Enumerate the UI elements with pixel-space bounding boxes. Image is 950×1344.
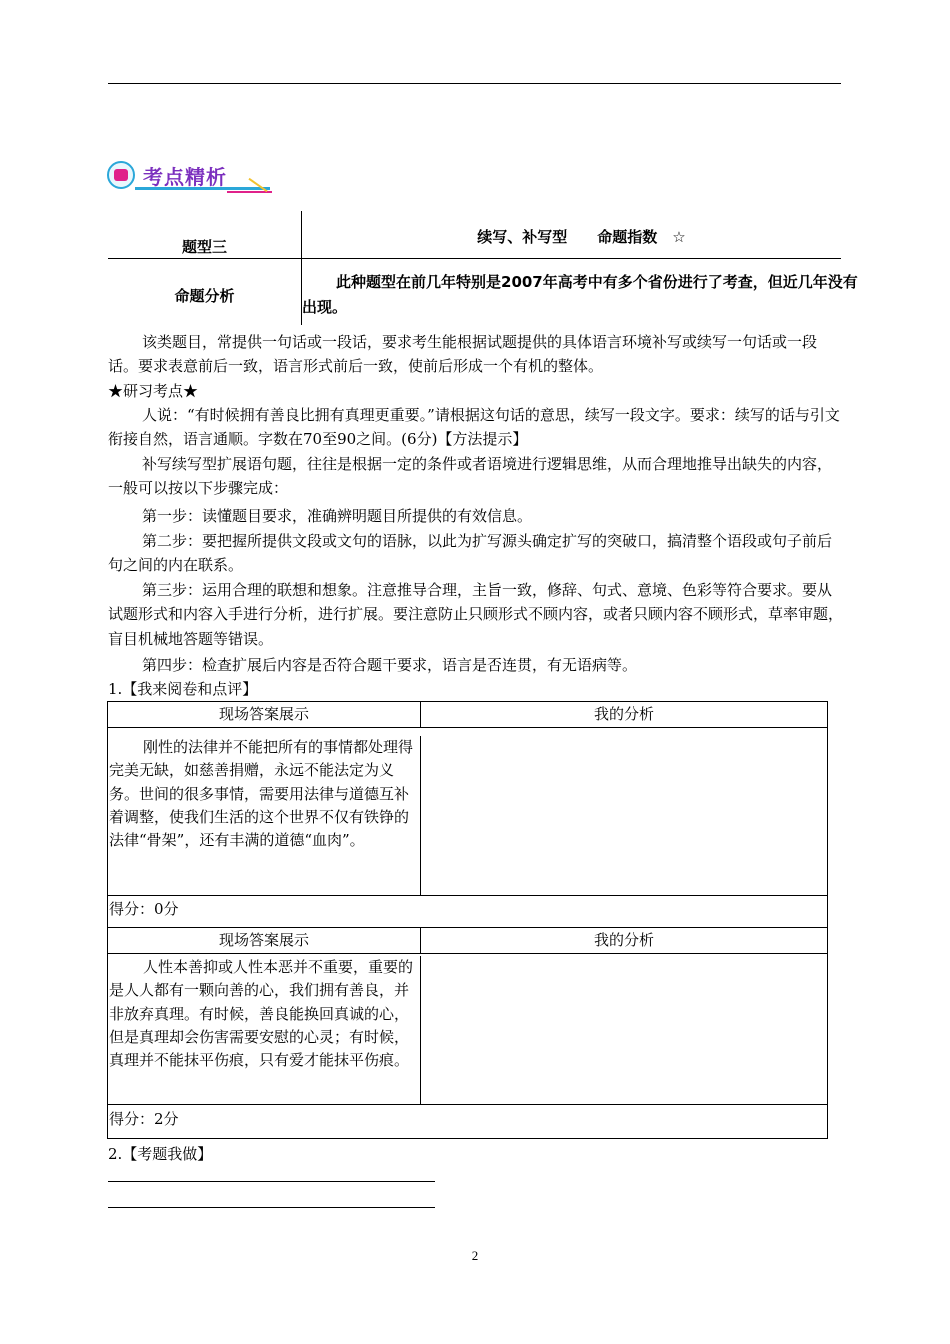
- row-rule: [108, 1104, 827, 1105]
- head-table-rule: [108, 258, 841, 259]
- table-header-answer: 现场答案展示: [108, 928, 421, 954]
- table-header-analysis: 我的分析: [421, 928, 827, 954]
- subsection-review: 1.【我来阅卷和点评】: [108, 680, 258, 698]
- paragraph-step2: 第二步：要把握所提供文段或文句的语脉，以此为扩写源头确定扩写的突破口，搞清整个语段或句子前后句之间的内在联系。: [108, 532, 833, 575]
- answer-line-2[interactable]: [108, 1207, 435, 1208]
- arrow-circle-icon: [107, 161, 135, 189]
- type-value: 续写、补写型 命题指数 ☆: [477, 228, 686, 246]
- analysis-label: 命题分析: [174, 287, 235, 305]
- paragraph-question: 人说：“有时候拥有善良比拥有真理更重要。”请根据这句话的意思，续写一段文字。要求：续写的话与引文衔接自然，语言通顺。字数在70至90之间。(6分)【方法提示】: [108, 406, 840, 449]
- row-rule: [108, 895, 827, 896]
- page-number: 2: [471, 1248, 479, 1263]
- answer-line-1[interactable]: [108, 1181, 435, 1182]
- type-label: 题型三: [181, 238, 227, 256]
- score-2: 得分：2分: [109, 1110, 179, 1128]
- answer-text-1: 刚性的法律并不能把所有的事情都处理得完美无缺，如慈善捐赠，永远不能法定为义务。世间的很多事情，需要用法律与道德互补着调整，使我们生活的这个世界不仅有铁铮的法律“骨架”，还有丰满的道德“血肉”。: [108, 736, 421, 896]
- paragraph-intro: 该类题目，常提供一句话或一段话，要求考生能根据试题提供的具体语言环境补写或续写一句话或一段话。要求表意前后一致，语言形式前后一致，使前后形成一个有机的整体。: [108, 333, 818, 376]
- analysis-cell-1[interactable]: [421, 728, 827, 895]
- section-heading: ★研习考点★: [108, 382, 199, 400]
- analysis-value: 此种题型在前几年特别是2007年高考中有多个省份进行了考查，但近几年没有出现。: [302, 273, 858, 316]
- answer-table: [107, 701, 828, 1139]
- table-header-analysis: 我的分析: [421, 702, 827, 728]
- paragraph-step3: 第三步：运用合理的联想和想象。注意推导合理，主旨一致，修辞、句式、意境、色彩等符合要求。要从试题形式和内容入手进行分析，进行扩展。要注意防止只顾形式不顾内容，或者只顾内容不顾形式，草率审题，盲目机械地答题等错误。: [108, 581, 844, 648]
- section-title: 考点精析: [143, 165, 227, 189]
- table-header-answer: 现场答案展示: [108, 702, 421, 728]
- header-rule: [108, 83, 841, 84]
- analysis-cell-2[interactable]: [421, 954, 827, 1104]
- answer-text-2: 人性本善抑或人性本恶并不重要，重要的是人人都有一颗向善的心，我们拥有善良，并非放弃真理。有时候，善良能换回真诚的心，但是真理却会伤害需要安慰的心灵；有时候，真理并不能抹平伤痕，只有爱才能抹平伤痕。: [108, 956, 421, 1104]
- subsection-practice: 2.【考题我做】: [108, 1145, 213, 1163]
- paragraph-method: 补写续写型扩展语句题，往往是根据一定的条件或者语境进行逻辑思维，从而合理地推导出缺失的内容，一般可以按以下步骤完成：: [108, 455, 833, 498]
- score-1: 得分：0分: [109, 900, 179, 918]
- paragraph-step1: 第一步：读懂题目要求，准确辨明题目所提供的有效信息。: [142, 507, 533, 525]
- section-badge: [107, 159, 277, 195]
- paragraph-step4: 第四步：检查扩展后内容是否符合题干要求，语言是否连贯，有无语病等。: [142, 656, 638, 674]
